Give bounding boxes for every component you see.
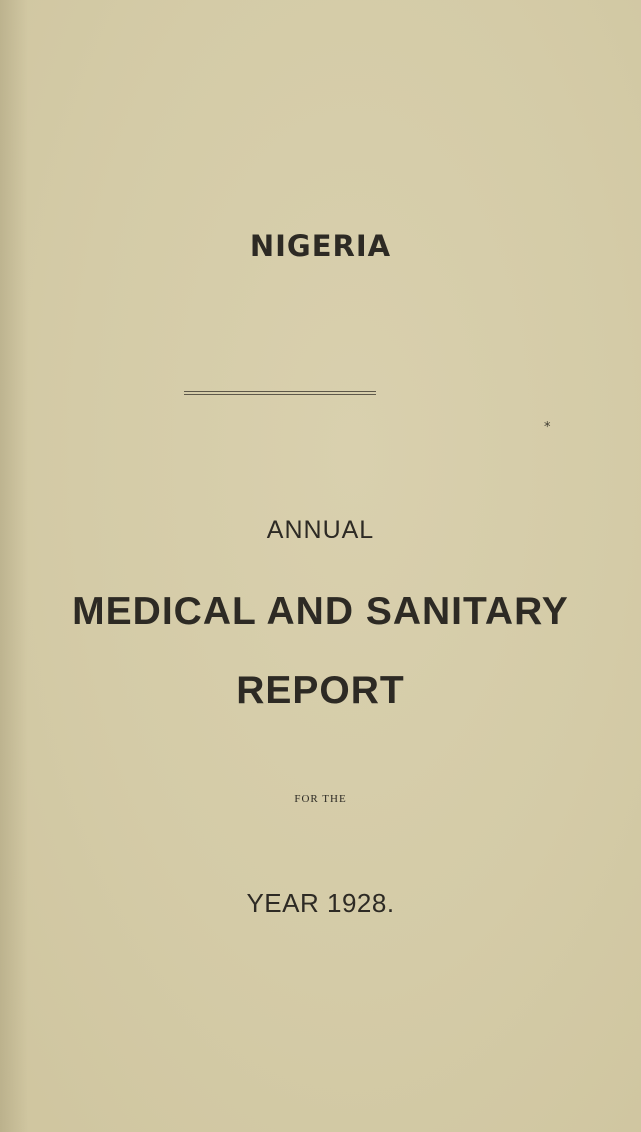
binding-shadow — [0, 0, 28, 1132]
report-title-sub: REPORT — [236, 669, 405, 712]
report-year: YEAR 1928. — [246, 888, 395, 918]
stray-ink-mark: * — [544, 420, 551, 435]
country-heading: NIGERIA — [249, 229, 392, 263]
for-the-label: FOR THE — [294, 793, 347, 805]
report-title-main: MEDICAL AND SANITARY — [72, 590, 569, 633]
annual-label: ANNUAL — [266, 516, 375, 544]
double-rule-divider — [184, 391, 376, 395]
